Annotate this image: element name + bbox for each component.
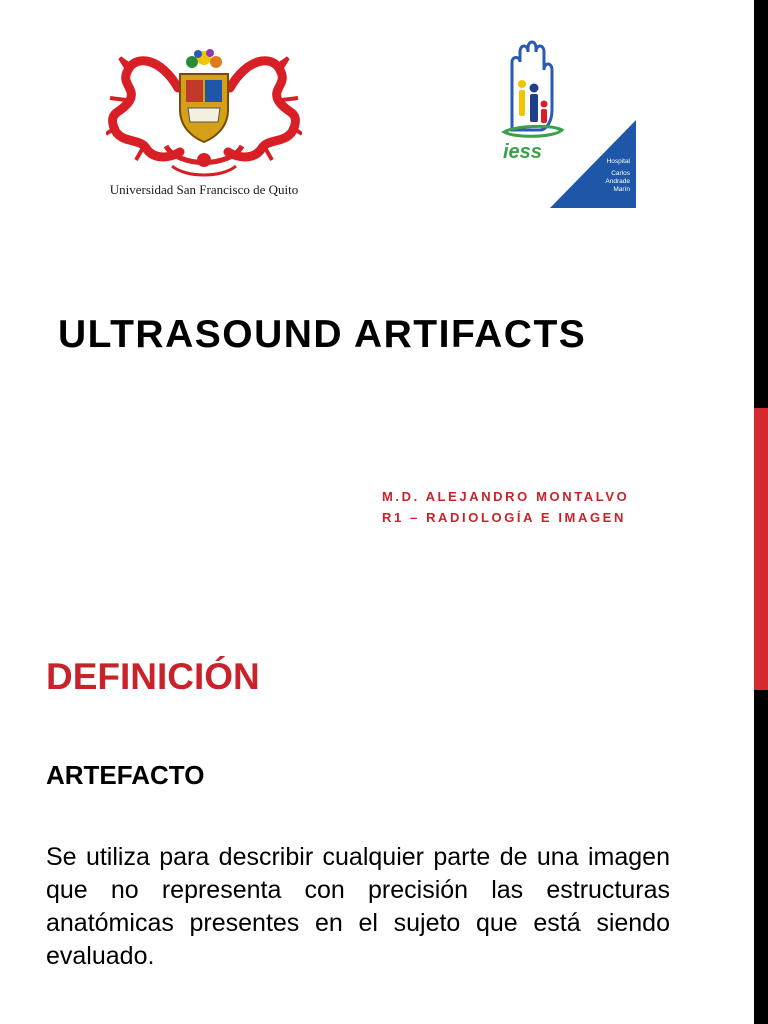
hospital-name-line: Andrade	[605, 178, 630, 185]
dragon-crest-icon	[106, 48, 302, 182]
hospital-name-line: Carlos	[611, 170, 630, 177]
definition-slide	[0, 640, 768, 1024]
university-logo	[106, 48, 302, 206]
presentation-title: ULTRASOUND ARTIFACTS	[58, 313, 587, 356]
hospital-name-line: Marín	[613, 186, 630, 193]
author-role: R1 – RADIOLOGÍA E IMAGEN	[382, 510, 626, 525]
edge-bar-red	[754, 408, 768, 640]
university-name: Universidad San Francisco de Quito	[109, 182, 299, 197]
definition-text: Se utiliza para describir cualquier parte de una imagen que no representa con precisión las estructuras anatómicas presentes en el sujeto que está siendo evaluado.	[46, 843, 670, 970]
edge-bar-red	[754, 640, 768, 690]
author-name: M.D. ALEJANDRO MONTALVO	[382, 489, 630, 504]
iess-wordmark: iess	[503, 141, 542, 163]
hospital-text	[605, 158, 630, 194]
term-heading: ARTEFACTO	[46, 760, 205, 790]
author-block	[382, 486, 629, 528]
hospital-logo	[430, 0, 636, 208]
hospital-label: Hospital	[606, 158, 630, 165]
edge-bar-black	[754, 690, 768, 1024]
edge-bar-black	[754, 0, 768, 408]
section-title: DEFINICIÓN	[46, 656, 260, 697]
